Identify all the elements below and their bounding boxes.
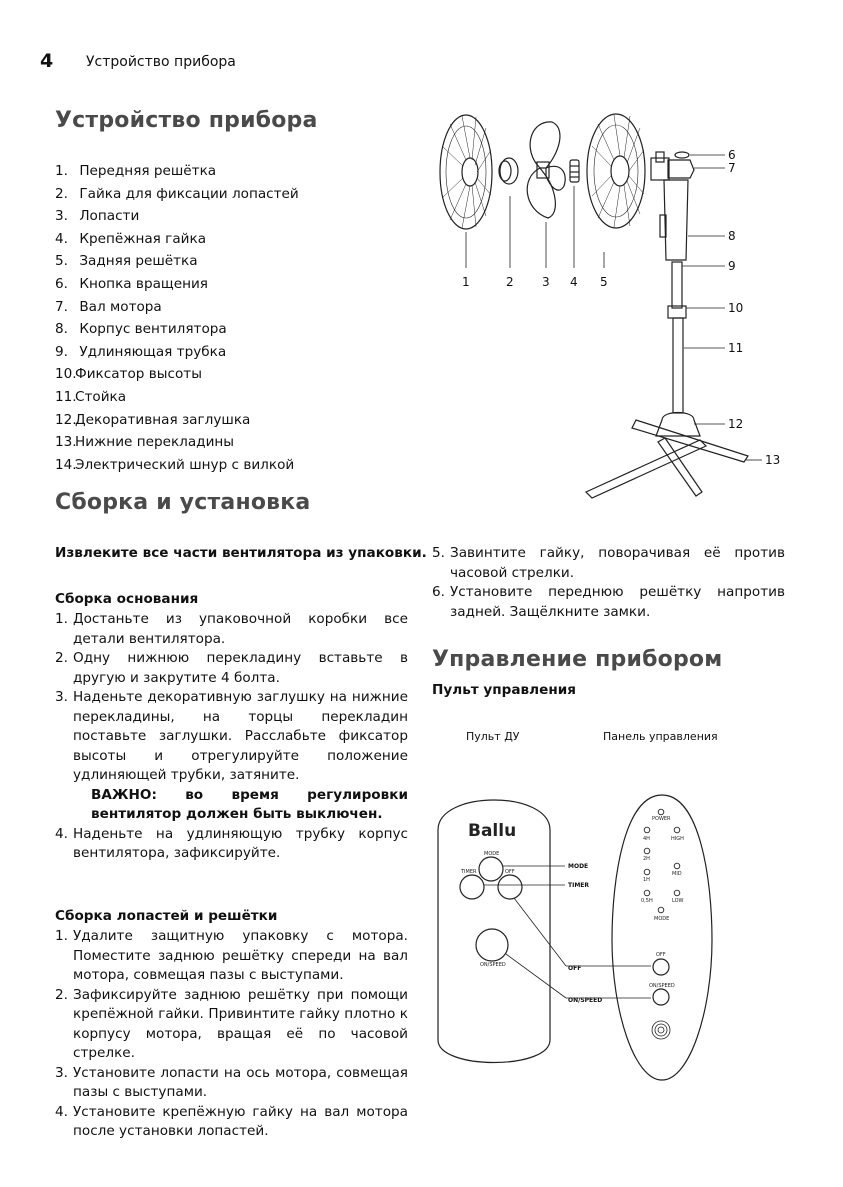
- panel-2h-label: 2H: [643, 856, 650, 862]
- fan-stand-icon: [586, 152, 748, 498]
- subsection-title-blades: Сборка лопастей и решётки: [55, 908, 278, 924]
- list-item: 1. Передняя решётка: [55, 163, 217, 179]
- list-item: 9. Удлиняющая трубка: [55, 343, 227, 360]
- list-item: 3. Лопасти: [55, 208, 140, 225]
- remote-onspeed-button: [476, 929, 508, 961]
- diagram-label: 8: [728, 229, 736, 243]
- list-item: 7. Вал мотора: [55, 298, 162, 315]
- section-title-device: Устройство прибора: [55, 108, 318, 133]
- remote-onspeed-label: ON/SPEED: [480, 962, 506, 968]
- list-item: 1. Удалите защитную упаковку с мотора. Поместите заднюю решётку спереди на вал мотора, совмещая пазы с выступами.: [55, 928, 408, 983]
- diagram-label: 1: [462, 275, 470, 289]
- panel-off-label: OFF: [656, 952, 666, 958]
- warning-text: ВАЖНО: во время регулировки вентилятор должен быть выключен.: [91, 786, 408, 822]
- running-header: Устройство прибора: [86, 54, 236, 70]
- list-item: 6. Установите переднюю решётку напротив задней. Защёлкните замки.: [432, 584, 785, 620]
- remote-mode-button: [479, 857, 503, 881]
- callout-timer: TIMER: [568, 882, 590, 889]
- panel-4h-label: 4H: [643, 836, 650, 842]
- list-item: 2. Зафиксируйте заднюю решётку при помощи крепёжной гайки. Привинтите гайку плотно к корпусу мотора, вращая её по часовой стрелке.: [55, 986, 408, 1061]
- list-item: 10.Фиксатор высоты: [55, 366, 202, 383]
- remote-timer-button: [460, 875, 484, 899]
- diagram-label: 13: [765, 453, 781, 467]
- base-steps: [55, 610, 408, 864]
- list-item: 11.Стойка: [55, 388, 127, 405]
- control-diagram: [430, 788, 720, 1088]
- callout-onspeed: ON/SPEED: [568, 997, 603, 1004]
- panel-caption: Панель управления: [603, 730, 718, 743]
- diagram-label: 5: [600, 275, 608, 289]
- panel-05h-label: 0,5H: [641, 898, 653, 904]
- parts-list: [55, 160, 299, 476]
- diagram-label: 12: [728, 417, 744, 431]
- front-grille-icon: [440, 115, 492, 229]
- panel-power-label: POWER: [652, 816, 671, 822]
- list-item: 5. Задняя решётка: [55, 253, 198, 270]
- list-item: 2. Одну нижнюю перекладину вставьте в другую и закрутите 4 болта.: [55, 650, 408, 686]
- subsection-title-base: Сборка основания: [55, 591, 199, 607]
- list-item: 12.Декоративная заглушка: [55, 411, 251, 428]
- panel-mid-label: MID: [672, 871, 682, 877]
- list-item: 8. Корпус вентилятора: [55, 321, 227, 338]
- diagram-label: 7: [728, 161, 736, 175]
- section-title-control: Управление прибором: [432, 647, 723, 672]
- list-item: 5. Завинтите гайку, поворачивая её против часовой стрелки.: [432, 545, 785, 581]
- list-item: 13.Нижние перекладины: [55, 434, 235, 451]
- diagram-label: 2: [506, 275, 514, 289]
- list-item: 4. Установите крепёжную гайку на вал мотора после установки лопастей.: [55, 1103, 408, 1139]
- blades-icon: [527, 122, 565, 218]
- list-item: 6. Кнопка вращения: [55, 275, 208, 292]
- remote-mode-label: MODE: [484, 851, 500, 857]
- remote-off-button: [498, 875, 522, 899]
- diagram-label: 4: [570, 275, 578, 289]
- panel-low-label: LOW: [672, 898, 684, 904]
- blade-nut-icon: [499, 158, 518, 184]
- panel-onspeed-label: ON/SPEED: [649, 983, 675, 989]
- diagram-label: 3: [542, 275, 550, 289]
- panel-onspeed-button: [653, 989, 669, 1005]
- callout-mode: MODE: [568, 863, 589, 870]
- panel-mode-label: MODE: [654, 916, 670, 922]
- panel-off-button: [653, 959, 669, 975]
- page-number: 4: [40, 50, 54, 72]
- brand-logo: Ballu: [468, 821, 517, 841]
- panel-high-label: HIGH: [671, 836, 684, 842]
- diagram-label: 11: [728, 341, 744, 355]
- list-item: 1. Достаньте из упаковочной коробки все детали вентилятора.: [55, 611, 408, 647]
- list-item: 3. Наденьте декоративную заглушку на нижние перекладины, на торцы перекладин поставьте заглушки. Расслабьте фиксатор высоты и отрегулируйте положение удлиняющей трубки, затяните. ВАЖНО: во время регулировки вентилятор должен быть выключен.: [55, 688, 408, 825]
- right-steps: [432, 544, 785, 622]
- list-item: 2. Гайка для фиксации лопастей: [55, 185, 299, 202]
- list-item: 4. Крепёжная гайка: [55, 230, 207, 247]
- diagram-label: 10: [728, 301, 744, 315]
- blades-steps: [55, 927, 408, 1142]
- intro-text: Извлеките все части вентилятора из упаковки.: [55, 545, 427, 561]
- diagram-label: 6: [728, 148, 736, 162]
- remote-timer-label: TIMER: [461, 869, 477, 875]
- list-item: 14.Электрический шнур с вилкой: [55, 456, 295, 473]
- subsection-title-remote: Пульт управления: [432, 682, 576, 698]
- remote-caption: Пульт ДУ: [466, 730, 520, 743]
- section-title-assembly: Сборка и установка: [55, 490, 311, 515]
- callout-off: OFF: [568, 965, 582, 972]
- panel-1h-label: 1H: [643, 877, 650, 883]
- rear-grille-icon: [587, 114, 645, 228]
- list-item: 4. Наденьте на удлиняющую трубку корпус вентилятора, зафиксируйте.: [55, 825, 408, 861]
- control-panel-body-icon: [612, 795, 712, 1080]
- fixing-nut-icon: [570, 160, 579, 182]
- diagram-label: 9: [728, 259, 736, 273]
- list-item: 3. Установите лопасти на ось мотора, совмещая пазы с выступами.: [55, 1064, 408, 1100]
- fan-diagram: [425, 105, 795, 505]
- remote-off-label: OFF: [505, 869, 515, 875]
